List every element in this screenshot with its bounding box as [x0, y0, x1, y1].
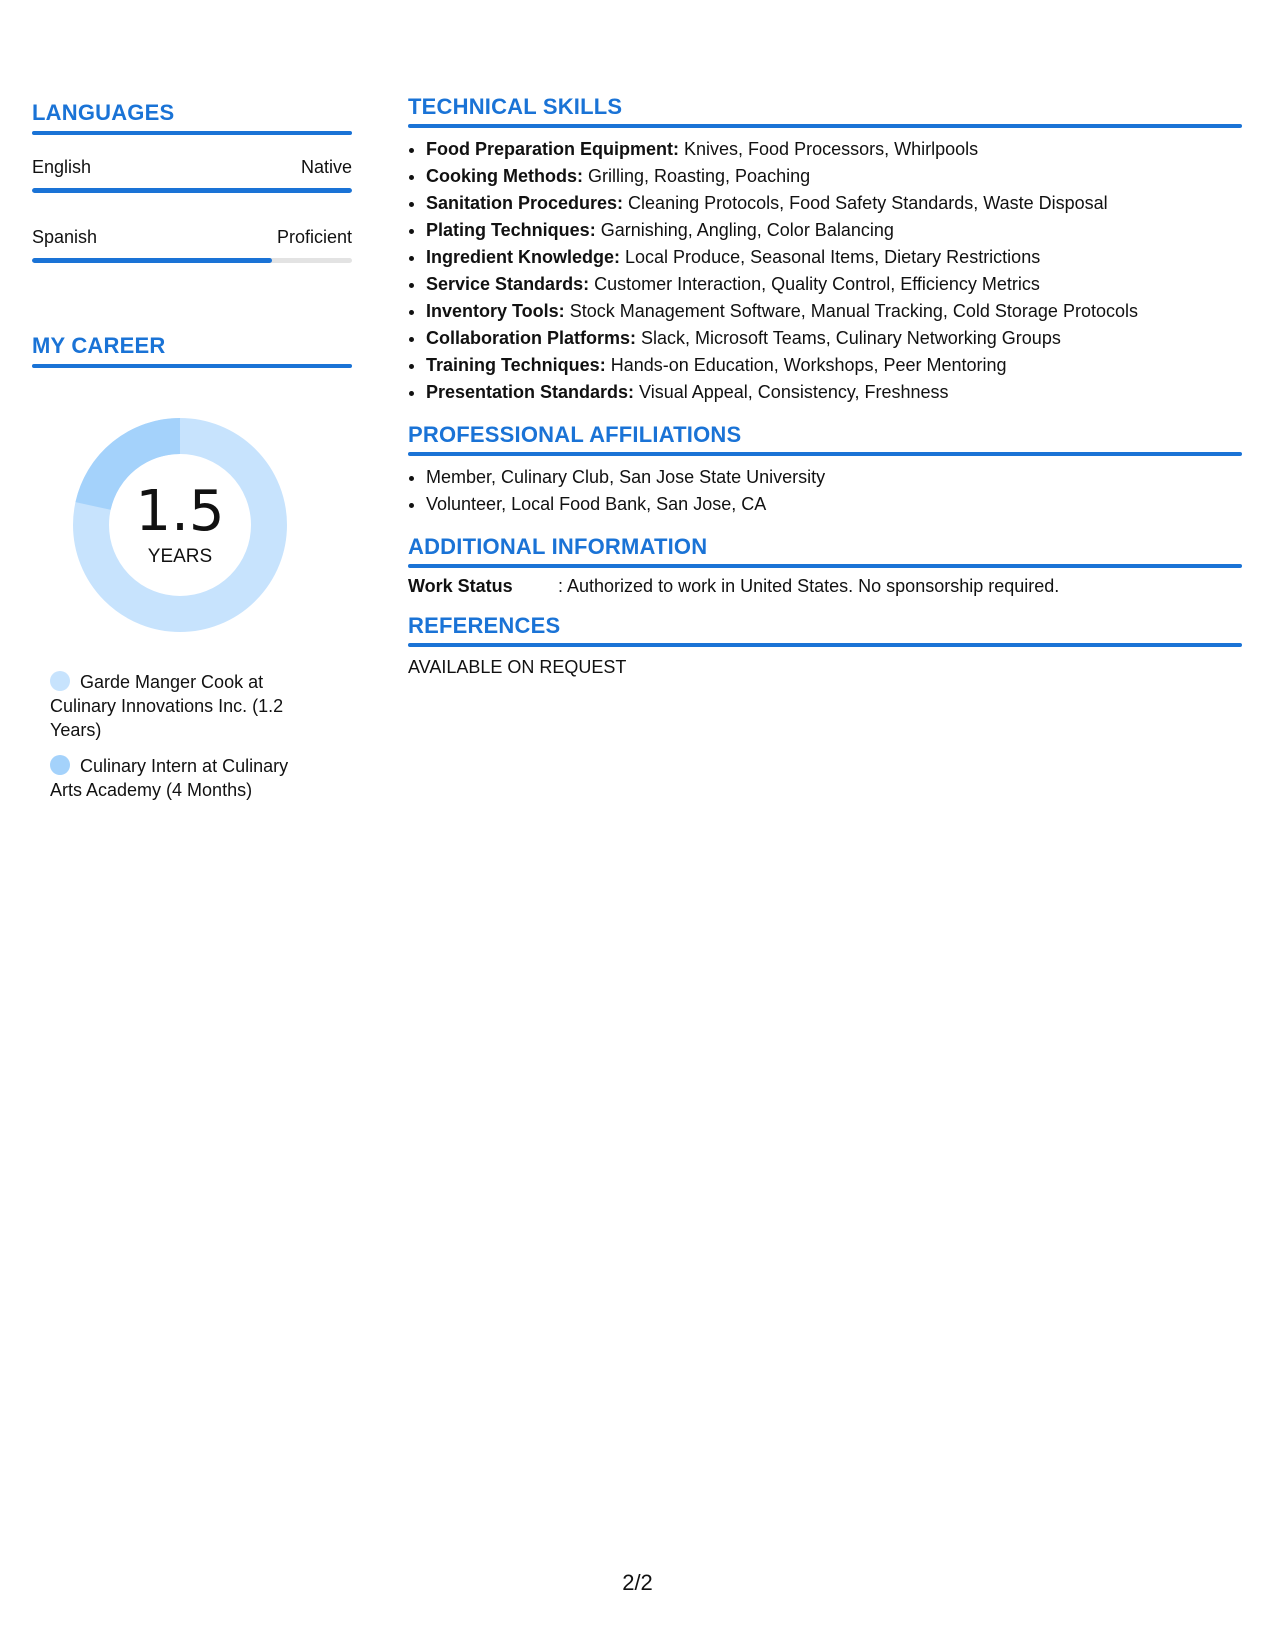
language-proficiency-fill [32, 258, 272, 263]
skill-label: Plating Techniques: [426, 220, 596, 240]
career-donut-chart [65, 410, 295, 640]
skill-label: Collaboration Platforms: [426, 328, 637, 348]
skill-value: Visual Appeal, Consistency, Freshness [634, 382, 949, 402]
left-column [32, 100, 352, 814]
page-number: 2/2 [622, 1570, 653, 1595]
career-heading-rule [32, 364, 352, 368]
affiliation-item: • Member, Culinary Club, San Jose State University [426, 464, 1242, 491]
affiliations-list [408, 464, 1242, 518]
skill-item [426, 379, 1242, 406]
skill-label: Service Standards: [426, 274, 590, 294]
references-heading-rule [408, 643, 1242, 647]
skill-label: Inventory Tools: [426, 301, 565, 321]
language-level: Native [300, 157, 352, 177]
career-total-years: 1.5 [135, 479, 225, 544]
additional-info-heading: ADDITIONAL INFORMATION [408, 534, 708, 559]
languages-heading-rule [32, 131, 352, 135]
skill-item [426, 352, 1242, 379]
skill-item [426, 163, 1242, 190]
legend-dot-icon [50, 755, 70, 775]
work-status-row [408, 576, 1242, 597]
career-total-unit: YEARS [147, 546, 213, 567]
career-legend [50, 670, 310, 802]
career-donut-center [65, 479, 295, 568]
language-item-english [32, 157, 352, 193]
skill-item [426, 136, 1242, 163]
additional-info-heading-rule [408, 564, 1242, 568]
career-role-label: Culinary Intern at Culinary Arts Academy (4 Months) [50, 756, 289, 800]
skill-label: Cooking Methods: [426, 166, 583, 186]
skill-value: Stock Management Software, Manual Tracking, Cold Storage Protocols [564, 301, 1138, 321]
language-proficiency-bar [32, 258, 352, 263]
technical-skills-heading: TECHNICAL SKILLS [408, 94, 623, 119]
skill-label: Ingredient Knowledge: [426, 247, 621, 267]
skill-value: Slack, Microsoft Teams, Culinary Networking Groups [636, 328, 1061, 348]
skill-label: Presentation Standards: [426, 382, 635, 402]
career-legend-item [50, 754, 310, 802]
work-status-value: : Authorized to work in United States. No sponsorship required. [558, 576, 1060, 596]
right-column [408, 94, 1242, 694]
skill-item [426, 298, 1242, 325]
skill-item [426, 325, 1242, 352]
career-heading: MY CAREER [32, 333, 166, 358]
technical-skills-list [408, 136, 1242, 406]
skill-value: Garnishing, Angling, Color Balancing [595, 220, 894, 240]
affiliation-item: • Volunteer, Local Food Bank, San Jose, CA [426, 491, 1242, 518]
references-section [408, 613, 1242, 678]
references-text: AVAILABLE ON REQUEST [408, 657, 627, 677]
skill-value: Customer Interaction, Quality Control, Efficiency Metrics [589, 274, 1040, 294]
technical-skills-section [408, 94, 1242, 406]
skill-value: Local Produce, Seasonal Items, Dietary Restrictions [620, 247, 1041, 267]
languages-heading: LANGUAGES [32, 100, 175, 125]
references-heading: REFERENCES [408, 613, 561, 638]
technical-skills-heading-rule [408, 124, 1242, 128]
skill-value: Grilling, Roasting, Poaching [582, 166, 811, 186]
skill-label: Food Preparation Equipment: [426, 139, 680, 159]
language-proficiency-bar [32, 188, 352, 193]
skill-value: Knives, Food Processors, Whirlpools [679, 139, 979, 159]
language-name: Spanish [32, 227, 98, 247]
career-role-label: Garde Manger Cook at Culinary Innovations Inc. (1.2 Years) [50, 672, 284, 740]
language-level: Proficient [276, 227, 352, 247]
skill-label: Training Techniques: [426, 355, 606, 375]
skill-item [426, 190, 1242, 217]
career-section [32, 333, 352, 802]
language-name: English [32, 157, 92, 177]
skill-label: Sanitation Procedures: [426, 193, 624, 213]
languages-section [32, 100, 352, 263]
affiliations-heading-rule [408, 452, 1242, 456]
affiliations-section [408, 422, 1242, 518]
language-proficiency-fill [32, 188, 352, 193]
additional-info-section [408, 534, 1242, 597]
skill-item [426, 244, 1242, 271]
skill-value: Hands-on Education, Workshops, Peer Mentoring [605, 355, 1007, 375]
legend-dot-icon [50, 671, 70, 691]
language-item-spanish [32, 227, 352, 263]
skill-item [426, 217, 1242, 244]
work-status-label: Work Status [408, 576, 513, 596]
skill-value: Cleaning Protocols, Food Safety Standards, Waste Disposal [623, 193, 1108, 213]
skill-item [426, 271, 1242, 298]
career-legend-item [50, 670, 310, 742]
affiliations-heading: PROFESSIONAL AFFILIATIONS [408, 422, 742, 447]
